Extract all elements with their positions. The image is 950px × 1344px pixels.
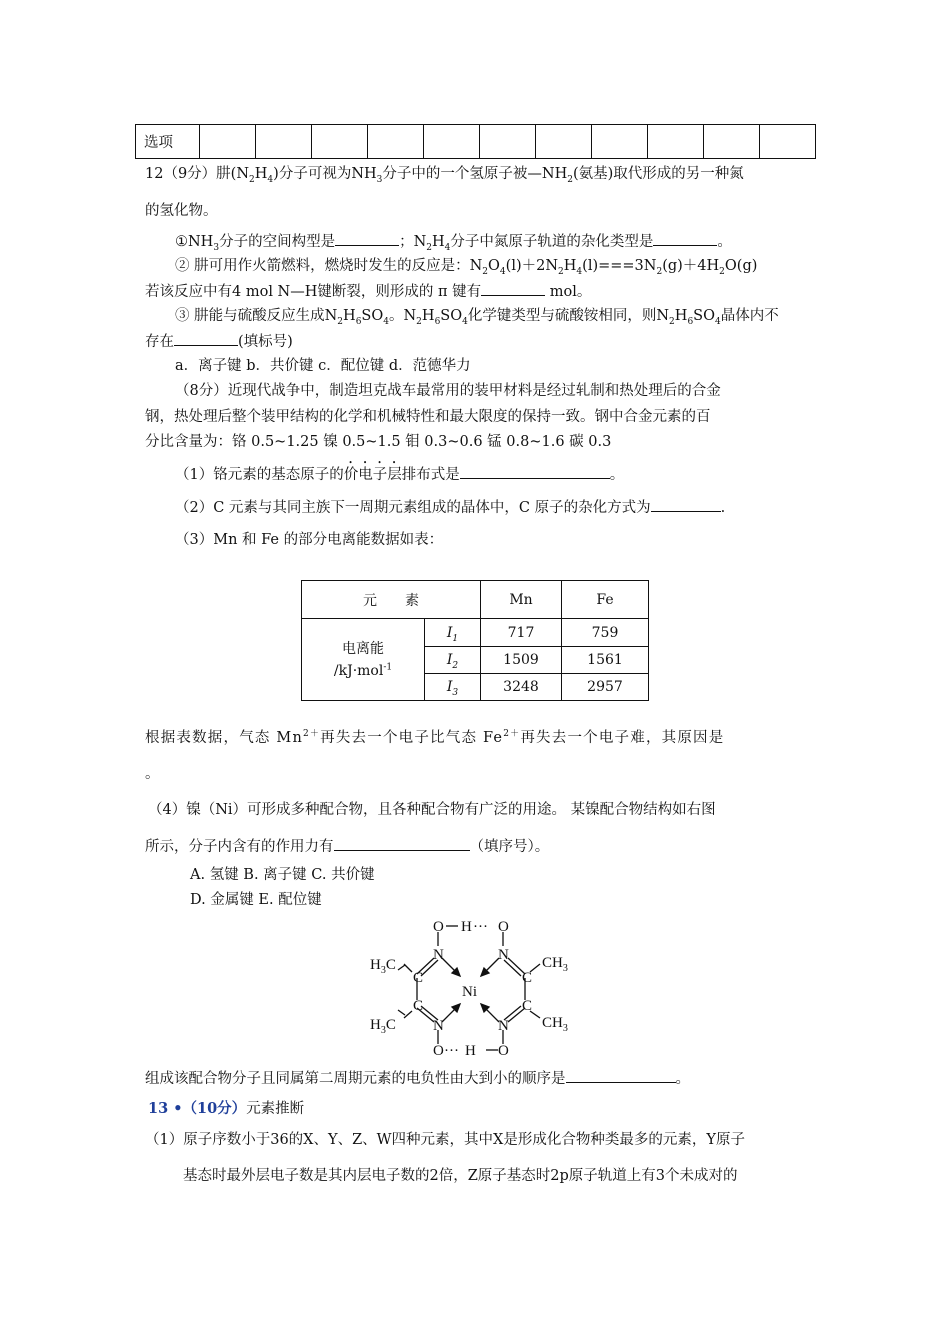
atom-c: C [522,970,533,986]
atom-c: C [522,998,533,1014]
q13-number: 13 •（10分） [148,1100,247,1117]
option-cell[interactable] [704,125,760,159]
after-table-2: 。 [145,766,160,782]
q12-part2: ② 肼可用作火箭燃料，燃烧时发生的反应是：$N_2O_4(l)+2N_2H_4(l)===3N_2(g)+4H_2O(g)$ [175,258,758,277]
alloy-intro-3: 分比含量为：铬 0.5~1.25 镍 0.5~1.5 钼 0.3~0.6 锰 0.8~1.6 碳 0.3 [145,434,612,450]
i3-label: $I_3$ [425,674,481,701]
answer-blank[interactable] [335,231,399,246]
alloy-intro-1: （8分）近现代战争中，制造坦克战车最常用的装甲材料是经过轧制和热处理后的合金 [175,383,721,399]
after-figure: 组成该配合物分子且同属第二周期元素的电负性由大到小的顺序是 。 [145,1068,690,1089]
option-cell[interactable] [760,125,816,159]
option-cell[interactable] [536,125,592,159]
answer-blank[interactable] [566,1068,676,1083]
methyl-left-top: $H_3C$ [370,957,396,976]
option-cell[interactable] [592,125,648,159]
atom-ni: Ni [462,984,477,1000]
atom-o: O [433,919,444,935]
q12-part1: $①NH_3$分子的空间构型是 ；$N_2H_4$分子中氮原子轨道的杂化类型是 。 [175,231,732,252]
atom-c: C [413,970,424,986]
fe-i3: 2957 [562,674,649,701]
atom-h: H [461,919,472,935]
hbond-dots: ··· [473,919,488,935]
options-table [135,124,816,159]
option-cell[interactable] [424,125,480,159]
option-cell[interactable] [312,125,368,159]
answer-blank[interactable] [653,231,717,246]
atom-n: N [433,947,444,963]
fe-i2: 1561 [562,647,649,674]
answer-blank[interactable] [651,497,721,512]
row-label: 电离能 /kJ·mol$^{-1}$ [302,619,425,701]
atom-o: O [498,919,509,935]
hbond-dots: ··· [444,1043,459,1059]
alloy-options-row2: D. 金属键 E. 配位键 [190,892,322,908]
alloy-sub3: （3）Mn 和 Fe 的部分电离能数据如表： [175,532,444,548]
answer-blank[interactable] [481,281,545,296]
alloy-sub4a: （4）镍（Ni）可形成多种配合物，且各种配合物有广泛的用途。 某镍配合物结构如右图 [148,802,716,818]
header-mn: Mn [481,581,562,619]
atom-h: H [465,1043,476,1059]
mn-i3: 3248 [481,674,562,701]
q12-part2b: 若该反应中有4 mol N—H键断裂，则形成的 π 键有 mol。 [145,281,591,302]
atom-n: N [498,1018,509,1034]
q12-part3: ③ 肼能与硫酸反应生成$N_2H_6SO_4$。$N_2H_6SO_4$化学键类型与硫酸铵相同，则$N_2H_6SO_4$晶体内不 [175,308,779,327]
q12-part3b: 存在 (填标号) [145,331,293,352]
q12-header: 12（9分）肼$(N_2H_4)$分子可视为$NH_3$分子中的一个氢原子被$—NH_2$(氨基)取代形成的另一种氮 [145,166,744,185]
header-element: 元 素 [302,581,481,619]
header-fe: Fe [562,581,649,619]
ionization-table [301,580,649,701]
atom-c: C [413,998,424,1014]
mn-i2: 1509 [481,647,562,674]
q13-title: 元素推断 [246,1101,305,1117]
i1-label: $I_1$ [425,619,481,647]
option-cell[interactable] [256,125,312,159]
q13-header [148,1099,304,1119]
alloy-intro-2: 钢，热处理后整个装甲结构的化学和机械特性和最大限度的保持一致。钢中合金元素的百 [145,409,711,425]
nickel-complex-structure [360,912,590,1062]
q12-line2: 的氢化物。 [145,203,218,219]
answer-blank[interactable] [174,331,238,346]
q13-p1: （1）原子序数小于36的X、Y、Z、W四种元素，其中X是形成化合物种类最多的元素，Y原子 [145,1132,745,1148]
options-label: 选项 [136,125,200,159]
atom-o: O [498,1043,509,1059]
alloy-sub1: （1）铬元素的基态原子的价电子层排布式是 。 [175,459,624,485]
methyl-right-bottom: $CH_3$ [542,1015,568,1034]
methyl-right-top: $CH_3$ [542,955,568,974]
atom-o: O [433,1043,444,1059]
option-cell[interactable] [200,125,256,159]
answer-blank[interactable] [334,836,470,851]
option-cell[interactable] [368,125,424,159]
q12-choices: a．离子键 b．共价键 c．配位键 d．范德华力 [175,358,471,374]
alloy-options-row1: A. 氢键 B. 离子键 C. 共价键 [190,867,375,883]
alloy-sub4b: 所示，分子内含有的作用力有 （填序号）。 [145,836,549,857]
mn-i1: 717 [481,619,562,647]
q13-p2: 基态时最外层电子数是其内层电子数的2倍，Z原子基态时2p原子轨道上有3个未成对的 [183,1168,738,1184]
after-table-1: 根据表数据，气态 $Mn^{2+}$再失去一个电子比气态 $Fe^{2+}$再失去一个电子难，其原因是 [145,729,725,746]
alloy-sub2: （2）C 元素与其同主族下一周期元素组成的晶体中，C 原子的杂化方式为 . [175,497,725,518]
i2-label: $I_2$ [425,647,481,674]
option-cell[interactable] [648,125,704,159]
answer-blank[interactable] [460,464,610,479]
atom-n: N [433,1018,444,1034]
fe-i1: 759 [562,619,649,647]
atom-n: N [498,947,509,963]
option-cell[interactable] [480,125,536,159]
methyl-left-bottom: $H_3C$ [370,1017,396,1036]
